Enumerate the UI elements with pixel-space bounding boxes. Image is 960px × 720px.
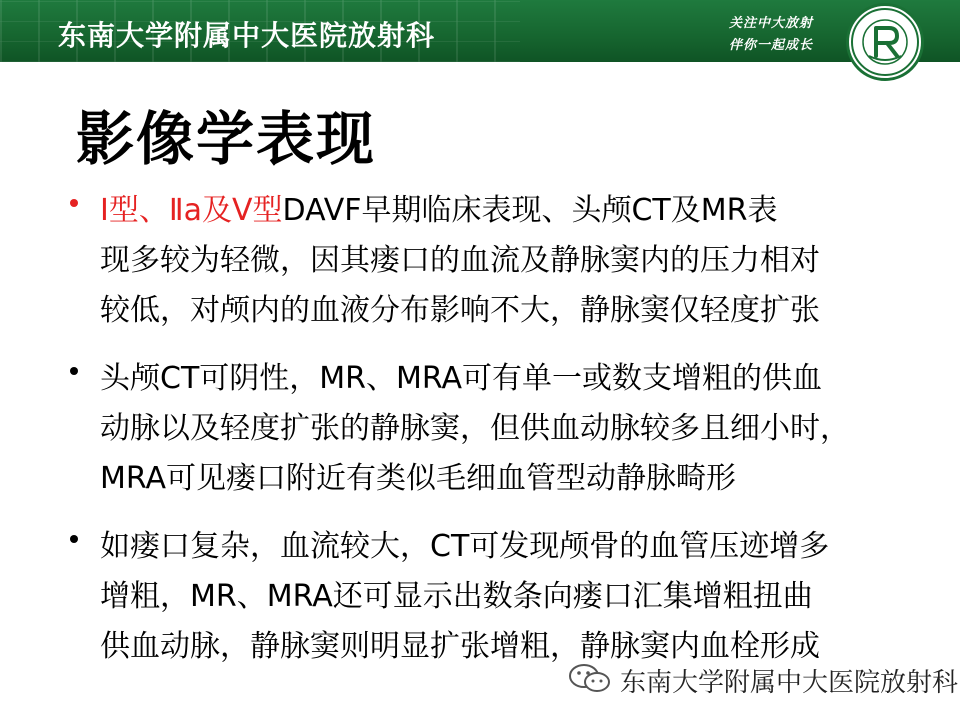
slogan-line-2: 伴你一起成长 <box>728 38 813 53</box>
header-title: 东南大学附属中大医院放射科 <box>58 19 436 52</box>
bullet-line: 供血动脉，静脉窦则明显扩张增粗，静脉窦内血栓形成 <box>100 629 820 664</box>
footer-text: 东南大学附属中大医院放射科 <box>620 668 959 698</box>
slogan-line-1: 关注中大放射 <box>728 16 813 31</box>
footer-watermark <box>568 658 959 698</box>
slide-header <box>0 0 960 62</box>
bullet-item <box>70 354 930 504</box>
bullet-line: 增粗，MR、MRA还可显示出数条向瘘口汇集增粗扭曲 <box>100 579 813 614</box>
bullet-list <box>70 186 930 690</box>
bullet-marker <box>70 199 78 207</box>
bullet-line: 动脉以及轻度扩张的静脉窦，但供血动脉较多且细小时， <box>100 411 850 446</box>
radiology-logo-icon <box>846 3 924 81</box>
bullet-marker <box>70 367 78 375</box>
line-text: DAVF早期临床表现、头颅CT及MR表 <box>282 193 778 228</box>
bullet-item <box>70 186 930 336</box>
bullet-line: 如瘘口复杂，血流较大，CT可发现颅骨的血管压迹增多 <box>100 529 830 564</box>
bullet-line <box>100 186 930 236</box>
bullet-marker <box>70 535 78 543</box>
bullet-line: MRA可见瘘口附近有类似毛细血管型动静脉畸形 <box>100 461 737 496</box>
highlight-text: Ⅰ型、Ⅱa及Ⅴ型 <box>100 193 283 228</box>
bullet-line: 较低，对颅内的血液分布影响不大，静脉窦仅轻度扩张 <box>100 293 820 328</box>
bullet-line: 现多较为轻微，因其瘘口的血流及静脉窦内的压力相对 <box>100 243 820 278</box>
wechat-icon <box>568 662 612 694</box>
bullet-item <box>70 522 930 672</box>
slide-title: 影像学表现 <box>76 105 377 173</box>
bullet-line: 头颅CT可阴性，MR、MRA可有单一或数支增粗的供血 <box>100 361 823 396</box>
